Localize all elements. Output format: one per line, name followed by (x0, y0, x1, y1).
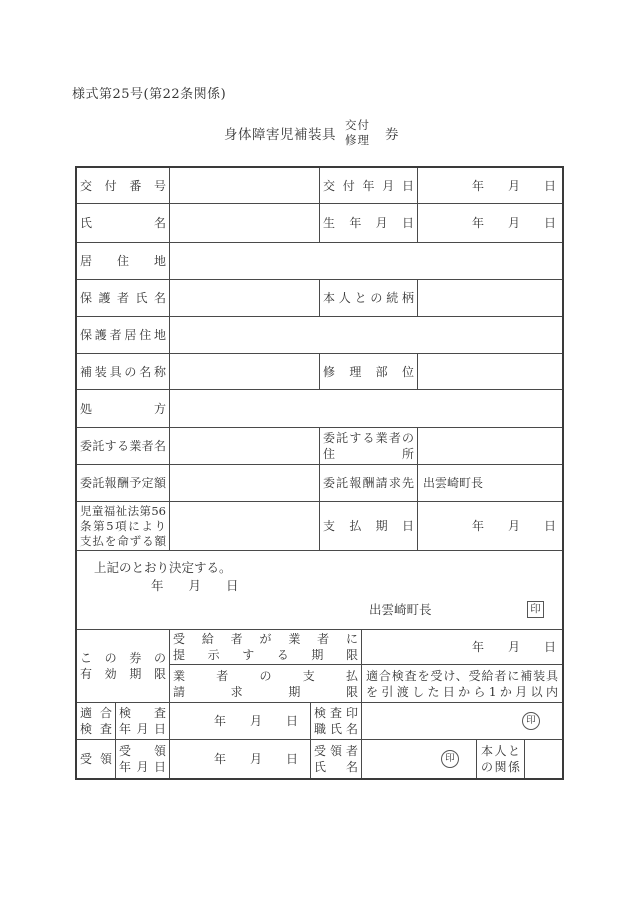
cell-issue-number-value (170, 168, 320, 204)
cell-contractor-name-value (170, 428, 320, 465)
cell-contractor-address-value (418, 428, 562, 465)
cell-recipient-deadline-value: 年 月 日 (362, 630, 562, 665)
cell-inspection-date-value: 年 月 日 (170, 703, 311, 740)
cell-device-name-value (170, 354, 320, 390)
cell-birth-date-value: 年 月 日 (418, 204, 562, 243)
mayor-seal-icon: 印 (527, 601, 544, 618)
cell-law-payment-value (170, 502, 320, 551)
cell-inspector-stamp-value (362, 703, 562, 740)
cell-contractor-name-label: 委託する業者名 (77, 428, 170, 465)
cell-relationship-value (418, 280, 562, 317)
receiver-seal-icon: 印 (441, 750, 459, 768)
cell-repair-part-label: 修理部位 (320, 354, 418, 390)
cell-law-payment-label: 児童福祉法第56 条第5項により 支払を命ずる額 (77, 502, 170, 551)
cell-issue-date-value: 年 月 日 (418, 168, 562, 204)
cell-contractor-address-label: 委託する業者の 住所 (320, 428, 418, 465)
cell-validity-label: この券の 有効期限 (77, 630, 170, 703)
cell-receipt-date-label: 受領 年月日 (116, 740, 170, 778)
title-ticket-suffix: 券 (385, 127, 399, 143)
cell-recipient-deadline-label: 受給者が業者に 提示する期限 (170, 630, 362, 665)
inspector-seal-icon: 印 (522, 712, 540, 730)
cell-inspection-date-label: 検査 年月日 (116, 703, 170, 740)
decision-block (77, 551, 562, 630)
cell-payment-date-value: 年 月 日 (418, 502, 562, 551)
cell-guardian-residence-label: 保護者居住地 (77, 317, 170, 354)
title-issue-option: 交付 (345, 118, 370, 132)
cell-inspector-stamp-label: 検査印 職氏名 (311, 703, 362, 740)
title-main: 身体障害児補装具 (224, 127, 336, 143)
cell-name-label: 氏名 (77, 204, 170, 243)
cell-repair-part-value (418, 354, 562, 390)
cell-fee-estimate-value (170, 465, 320, 502)
cell-vendor-deadline-value: 適合検査を受け、受給者に補装具 を引渡した日から1か月以内 (362, 665, 562, 703)
ticket-table (75, 166, 564, 780)
cell-name-value (170, 204, 320, 243)
cell-issue-number-label: 交付番号 (77, 168, 170, 204)
decision-text: 上記のとおり決定する。 (94, 560, 232, 575)
title-repair-option: 修理 (345, 133, 370, 147)
cell-receiver-name-label: 受領者 氏名 (311, 740, 362, 778)
cell-residence-label: 居住地 (77, 243, 170, 280)
decision-signer: 出雲崎町長 (369, 602, 432, 617)
cell-receiver-stamp-value (362, 740, 477, 778)
cell-fee-estimate-label: 委託報酬予定額 (77, 465, 170, 502)
cell-receiver-relation-label: 本人と の関係 (477, 740, 525, 778)
cell-prescription-label: 処方 (77, 390, 170, 428)
cell-fee-billing-value: 出雲崎町長 (418, 465, 562, 502)
cell-guardian-name-value (170, 280, 320, 317)
cell-receiver-relation-value (525, 740, 562, 778)
cell-inspection-section-label: 適合 検査 (77, 703, 116, 740)
cell-receipt-date-value: 年 月 日 (170, 740, 311, 778)
cell-residence-value (170, 243, 562, 280)
cell-device-name-label: 補装具の名称 (77, 354, 170, 390)
cell-issue-date-label: 交付年月日 (320, 168, 418, 204)
cell-fee-billing-label: 委託報酬請求先 (320, 465, 418, 502)
title-issue-repair-stack (345, 118, 370, 148)
cell-relationship-label: 本人との続柄 (320, 280, 418, 317)
cell-guardian-name-label: 保護者氏名 (77, 280, 170, 317)
cell-guardian-residence-value (170, 317, 562, 354)
cell-receipt-section-label: 受領 (77, 740, 116, 778)
form-title (224, 118, 399, 148)
form-number: 様式第25号(第22条関係) (72, 87, 227, 102)
cell-birth-date-label: 生年月日 (320, 204, 418, 243)
cell-prescription-value (170, 390, 562, 428)
cell-vendor-deadline-label: 業者の支払 請求期限 (170, 665, 362, 703)
cell-payment-date-label: 支払期日 (320, 502, 418, 551)
decision-date: 年 月 日 (151, 578, 239, 593)
